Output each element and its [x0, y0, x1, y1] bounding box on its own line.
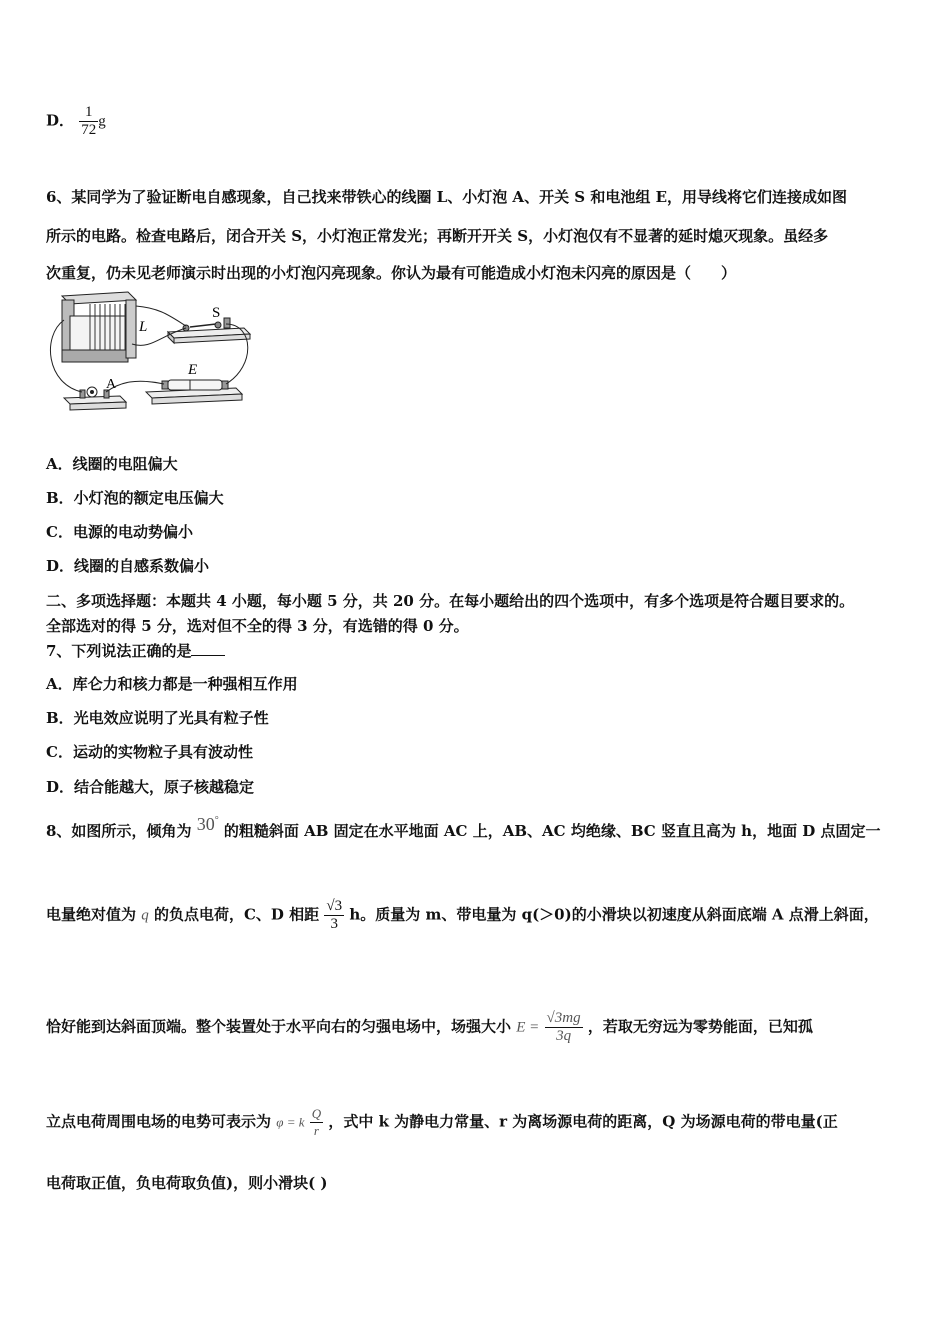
q8-field-symbol: E = [516, 1019, 540, 1036]
lamp-A [64, 387, 126, 410]
q8-distance-denominator: 3 [324, 915, 344, 933]
inductor-coil-L [62, 292, 136, 362]
q8-l2-a: 电量绝对值为 [46, 905, 137, 924]
q8-l3-b: ，若取无穷远为零势能面，已知孤 [587, 1017, 813, 1036]
q7-stem [46, 640, 225, 661]
q7-answer-blank [191, 641, 225, 656]
q6-stem-line-2: 所示的电路。检查电路后，闭合开关 S，小灯泡正常发光；再断开开关 S，小灯泡仅有不显著的延时熄灭现象。虽经多 [46, 227, 829, 245]
q6-stem-line-1: 6、某同学为了验证断电自感现象，自己找来带铁心的线圈 L、小灯泡 A、开关 S 和电池组 E，用导线将它们连接成如图 [46, 188, 848, 206]
q8-potential-denominator: r [310, 1122, 323, 1139]
q8-l3-a: 恰好能到达斜面顶端。整个装置处于水平向右的匀强电场中，场强大小 [46, 1017, 512, 1036]
q8-line-3 [46, 1010, 813, 1045]
q8-line-5: 电荷取正值，负电荷取负值)，则小滑块( ) [46, 1174, 328, 1192]
q6-option-a: A．线圈的电阻偏大 [46, 455, 178, 473]
q8-distance-numerator: √3 [326, 898, 343, 914]
q8-potential-numerator: Q [311, 1106, 322, 1121]
q7-option-b: B．光电效应说明了光具有粒子性 [46, 709, 269, 727]
section2-header-line-1: 二、多项选择题：本题共 4 小题，每小题 5 分，共 20 分。在每小题给出的四个选项中，有多个选项是符合题目要求的。 [46, 592, 855, 610]
q8-angle-degree: ° [214, 815, 219, 826]
q5-option-d-label: D． [46, 111, 75, 130]
q8-field-denominator: 3q [545, 1027, 583, 1045]
q8-field-numerator: √3mg [546, 1010, 581, 1026]
q6-option-b: B．小灯泡的额定电压偏大 [46, 489, 224, 507]
q8-line-1 [46, 814, 881, 841]
label-L: L [139, 319, 148, 335]
q7-stem-text: 7、下列说法正确的是 [46, 642, 192, 660]
q8-line-4 [46, 1106, 838, 1139]
section2-header-line-2: 全部选对的得 5 分，选对但不全的得 3 分，有选错的得 0 分。 [46, 617, 469, 635]
q8-angle-value: 30 [196, 814, 215, 834]
q8-distance-fraction [324, 898, 344, 933]
q8-l2-c: h。质量为 m、带电量为 q(＞0)的小滑块以初速度从斜面底端 A 点滑上斜面， [349, 905, 879, 924]
q6-option-d: D．线圈的自感系数偏小 [46, 557, 210, 575]
q5-fraction-denominator: 72 [81, 122, 97, 138]
q8-charge-symbol: q [141, 907, 149, 924]
q8-angle [197, 814, 219, 834]
q7-option-a: A．库仑力和核力都是一种强相互作用 [46, 675, 298, 693]
label-S: S [212, 305, 221, 321]
q8-potential-fraction [310, 1106, 323, 1139]
q8-l2-b: 的负点电荷，C、D 相距 [153, 905, 320, 924]
label-E: E [188, 362, 198, 378]
q5-fraction-numerator: 1 [85, 104, 93, 120]
label-A: A [106, 377, 117, 392]
q8-line-2 [46, 898, 879, 933]
q8-l4-a: 立点电荷周围电场的电势可表示为 [46, 1112, 272, 1131]
q5-option-d-fraction [79, 104, 98, 139]
q8-field-fraction [545, 1010, 583, 1045]
q6-option-c: C．电源的电动势偏小 [46, 523, 193, 541]
q8-l1-b: 的粗糙斜面 AB 固定在水平地面 AC 上，AB、AC 均绝缘、BC 竖直且高为 h，地面 D 点固定一 [223, 822, 881, 840]
q7-option-d: D．结合能越大，原子核越稳定 [46, 778, 255, 796]
q5-option-d [46, 104, 106, 139]
q6-stem-line-3: 次重复，仍未见老师演示时出现的小灯泡闪亮现象。你认为最有可能造成小灯泡未闪亮的原因是（ ） [46, 264, 737, 282]
q8-l1-a: 8、如图所示，倾角为 [46, 822, 192, 840]
q7-option-c: C．运动的实物粒子具有波动性 [46, 743, 253, 761]
q6-circuit-figure [40, 286, 252, 418]
q8-potential-symbol: φ = k [276, 1114, 305, 1130]
q8-l4-b: ，式中 k 为静电力常量、r 为离场源电荷的距离，Q 为场源电荷的带电量(正 [328, 1112, 838, 1131]
q5-option-d-unit: g [98, 113, 106, 130]
